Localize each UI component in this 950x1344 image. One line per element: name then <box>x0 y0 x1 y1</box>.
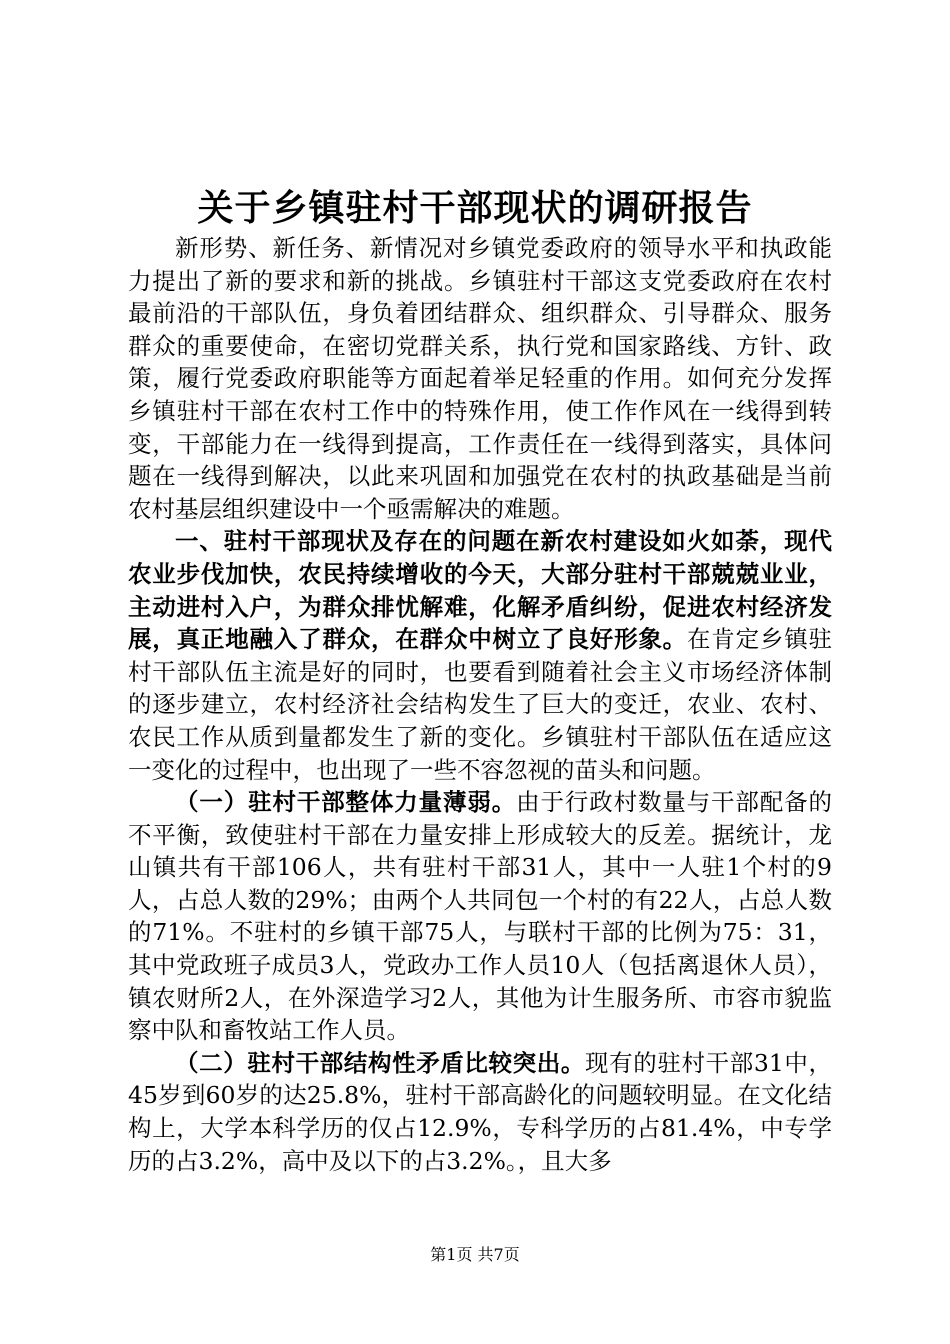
document-body <box>128 232 832 1177</box>
paragraph-text: 由于行政村数量与干部配备的不平衡，致使驻村干部在力量安排上形成较大的反差。据统计，龙山镇共有干部106人，共有驻村干部31人，其中一人驻1个村的9人，占总人数的29%；由两个人共同包一个村的有22人，占总人数的71%。不驻村的乡镇干部75人，与联村干部的比例为75：31，其中党政班子成员3人，党政办工作人员10人（包括离退休人员），镇农财所2人，在外深造学习2人，其他为计生服务所、市容市貌监察中队和畜牧站工作人员。 <box>128 788 833 1045</box>
paragraph-subsection-1 <box>128 786 832 1047</box>
subsection-heading: （二）驻村干部结构性矛盾比较突出。 <box>175 1048 586 1077</box>
subsection-heading: （一）驻村干部整体力量薄弱。 <box>175 788 517 817</box>
paragraph-text: 在肯定乡镇驻村干部队伍主流是好的同时，也要看到随着社会主义市场经济体制的逐步建立，农村经济社会结构发生了巨大的变迁，农业、农村、农民工作从质到量都发生了新的变化。乡镇驻村干部队伍在适应这一变化的过程中，也出现了一些不容忽视的苗头和问题。 <box>128 625 833 784</box>
page-number-footer: 第1页 共7页 <box>430 1245 520 1264</box>
paragraph-text: 现有的驻村干部31中，45岁到60岁的达25.8%，驻村干部高龄化的问题较明显。在文化结构上，大学本科学历的仅占12.9%，专科学历的占81.4%，中专学历的占3.2%，高中及以下的占3.2%。，且大多 <box>128 1048 833 1175</box>
paragraph-section-1 <box>128 525 832 786</box>
document-title: 关于乡镇驻村干部现状的调研报告 <box>197 187 753 229</box>
section-heading: 一、驻村干部现状及存在的问题在新农村建设如火如荼，现代农业步伐加快，农民持续增收的今天，大部分驻村干部兢兢业业，主动进村入户，为群众排忧解难，化解矛盾纠纷，促进农村经济发展，真正地融入了群众，在群众中树立了良好形象。 <box>128 527 832 654</box>
paragraph-intro <box>128 232 832 525</box>
paragraph-subsection-2 <box>128 1047 832 1177</box>
paragraph-text: 新形势、新任务、新情况对乡镇党委政府的领导水平和执政能力提出了新的要求和新的挑战。乡镇驻村干部这支党委政府在农村最前沿的干部队伍，身负着团结群众、组织群众、引导群众、服务群众的重要使命，在密切党群关系，执行党和国家路线、方针、政策，履行党委政府职能等方面起着举足轻重的作用。如何充分发挥乡镇驻村干部在农村工作中的特殊作用，使工作作风在一线得到转变，干部能力在一线得到提高，工作责任在一线得到落实，具体问题在一线得到解决，以此来巩固和加强党在农村的执政基础是当前农村基层组织建设中一个亟需解决的难题。 <box>128 234 832 523</box>
